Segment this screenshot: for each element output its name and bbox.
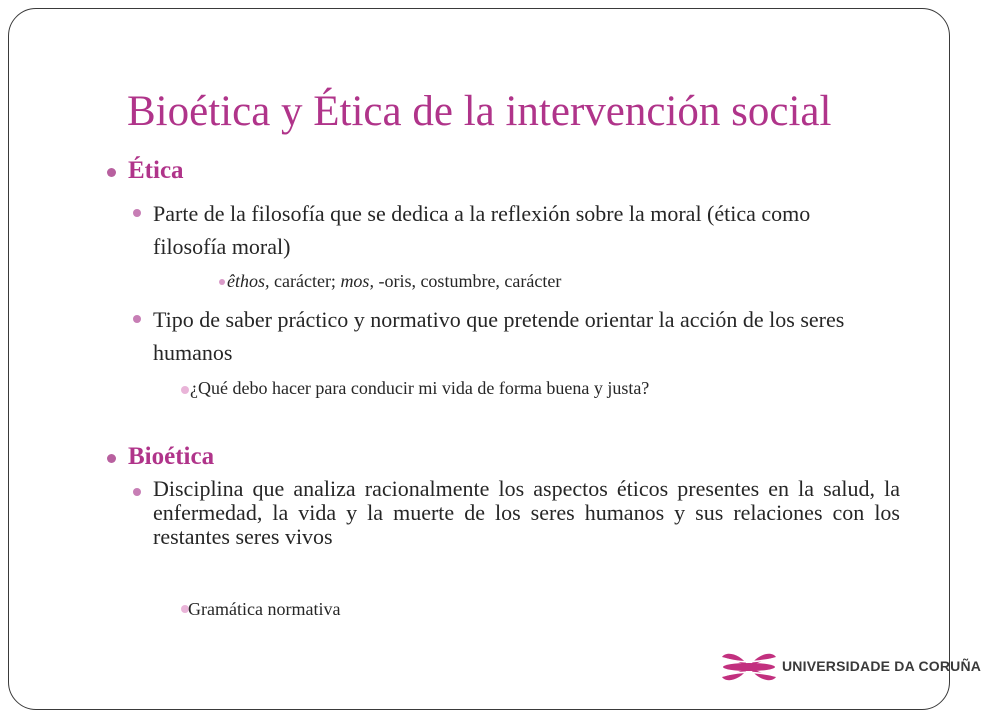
bullet-dot — [107, 454, 116, 463]
university-logo-mark-icon — [720, 647, 778, 687]
bullet-dot — [107, 168, 116, 177]
bullet-dot — [219, 279, 225, 285]
bullet-dot — [133, 488, 141, 496]
etica-saber-practico: Tipo de saber práctico y normativo que pretende orientar la acción de los seres humanos — [153, 307, 845, 365]
bioetica-definition: Disciplina que analiza racionalmente los aspectos éticos presentes en la salud, la enfermedad, la vida y la muerte de los seres humanos y sus relaciones con los restantes seres vivos — [153, 476, 900, 549]
slide-title: Bioética y Ética de la intervención social — [127, 88, 832, 135]
heading-etica: Ética — [128, 157, 184, 184]
heading-bioetica: Bioética — [128, 443, 215, 470]
gramatica-line: Gramática normativa — [188, 599, 341, 619]
question-line: ¿Qué debo hacer para conducir mi vida de forma buena y justa? — [190, 378, 650, 398]
university-logo — [720, 647, 981, 687]
bullet-dot — [133, 209, 141, 217]
university-logo-text: UNIVERSIDADE DA CORUÑA — [782, 658, 981, 674]
etica-definition: Parte de la filosofía que se dedica a la reflexión sobre la moral (ética como filosofía moral) — [153, 201, 811, 259]
etymology-line: êthos, carácter; mos, -oris, costumbre, carácter — [227, 271, 562, 291]
bullet-dot — [133, 315, 141, 323]
